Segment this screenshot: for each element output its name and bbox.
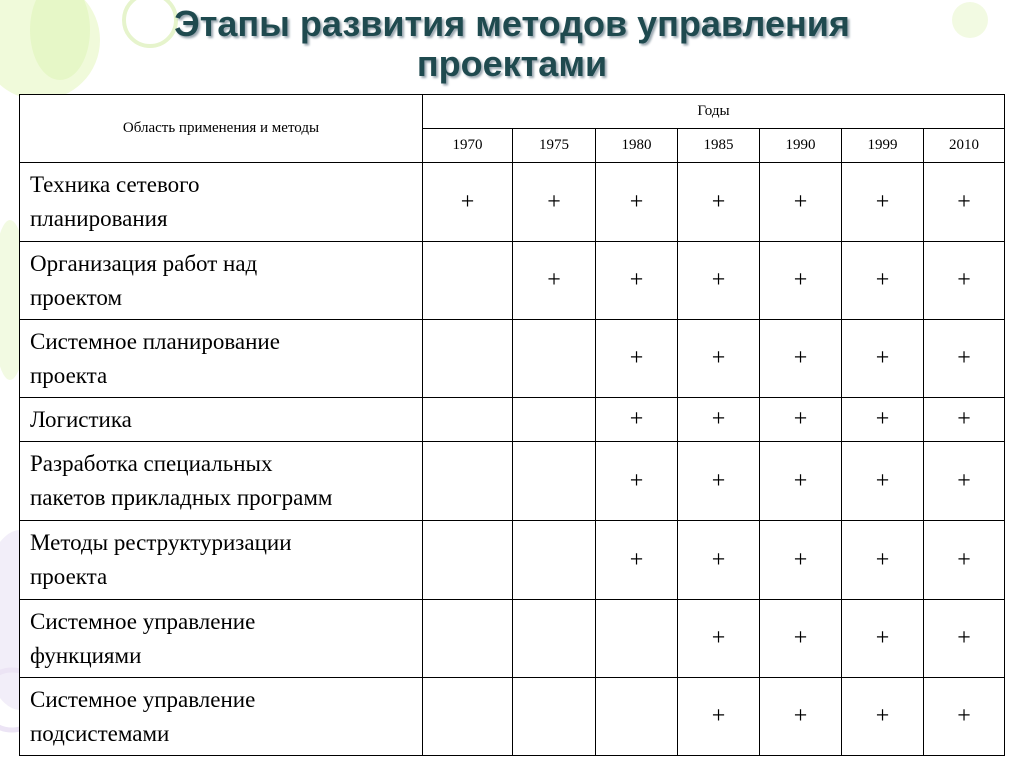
mark-cell	[596, 600, 678, 678]
method-cell	[20, 678, 423, 756]
mark-cell: +	[760, 678, 842, 756]
mark-cell: +	[678, 600, 760, 678]
mark-cell: +	[596, 320, 678, 398]
mark-cell: +	[924, 163, 1005, 242]
table-row	[20, 163, 1005, 242]
mark-cell	[513, 442, 596, 521]
method-cell	[20, 242, 423, 320]
mark-cell: +	[924, 600, 1005, 678]
table-row	[20, 242, 1005, 320]
mark-cell: +	[760, 242, 842, 320]
title-line-2: проектами	[416, 43, 608, 84]
table-row	[20, 521, 1005, 600]
years-header: Годы	[423, 95, 1005, 129]
mark-cell: +	[760, 163, 842, 242]
year-header: 1985	[678, 129, 760, 163]
year-header: 1975	[513, 129, 596, 163]
method-line-1: Системное планирование	[30, 328, 280, 354]
mark-cell	[596, 678, 678, 756]
year-header: 1970	[423, 129, 513, 163]
mark-cell: +	[760, 521, 842, 600]
method-line-1: Организация работ над	[30, 250, 258, 276]
mark-cell: +	[760, 320, 842, 398]
table-row	[20, 600, 1005, 678]
mark-cell: +	[924, 678, 1005, 756]
method-cell	[20, 442, 423, 521]
mark-cell	[423, 600, 513, 678]
mark-cell: +	[760, 600, 842, 678]
method-line-2: пакетов прикладных программ	[30, 485, 333, 510]
mark-cell	[423, 398, 513, 442]
mark-cell	[423, 242, 513, 320]
method-line-1: Логистика	[30, 406, 132, 432]
table-row	[20, 320, 1005, 398]
mark-cell: +	[596, 521, 678, 600]
method-line-1: Системное управление	[30, 686, 256, 712]
year-header: 2010	[924, 129, 1005, 163]
mark-cell	[423, 678, 513, 756]
mark-cell: +	[760, 398, 842, 442]
mark-cell	[423, 442, 513, 521]
mark-cell: +	[760, 442, 842, 521]
method-line-1: Системное управление	[30, 608, 256, 634]
mark-cell: +	[596, 398, 678, 442]
method-line-2: планирования	[30, 206, 168, 231]
table-row	[20, 398, 1005, 442]
mark-cell: +	[423, 163, 513, 242]
mark-cell: +	[678, 163, 760, 242]
mark-cell: +	[842, 320, 924, 398]
mark-cell: +	[924, 242, 1005, 320]
area-header: Область применения и методы	[20, 95, 423, 163]
method-line-2: функциями	[30, 642, 142, 668]
mark-cell: +	[596, 163, 678, 242]
mark-cell: +	[842, 242, 924, 320]
mark-cell	[513, 398, 596, 442]
mark-cell: +	[513, 242, 596, 320]
method-line-2: подсистемами	[30, 720, 170, 746]
mark-cell: +	[678, 521, 760, 600]
mark-cell	[513, 678, 596, 756]
year-header: 1990	[760, 129, 842, 163]
mark-cell: +	[842, 163, 924, 242]
mark-cell: +	[678, 398, 760, 442]
method-cell	[20, 521, 423, 600]
mark-cell: +	[842, 398, 924, 442]
method-line-1: Техника сетевого	[30, 172, 200, 197]
mark-cell: +	[596, 242, 678, 320]
method-line-1: Методы реструктуризации	[30, 530, 292, 555]
mark-cell	[513, 521, 596, 600]
mark-cell: +	[924, 442, 1005, 521]
mark-cell: +	[678, 442, 760, 521]
method-cell	[20, 320, 423, 398]
mark-cell: +	[596, 442, 678, 521]
mark-cell: +	[678, 678, 760, 756]
mark-cell	[423, 521, 513, 600]
method-cell	[20, 163, 423, 242]
mark-cell: +	[678, 242, 760, 320]
mark-cell: +	[924, 521, 1005, 600]
mark-cell	[513, 600, 596, 678]
year-header: 1980	[596, 129, 678, 163]
mark-cell	[423, 320, 513, 398]
page-title	[0, 4, 1024, 84]
mark-cell: +	[924, 320, 1005, 398]
mark-cell: +	[842, 678, 924, 756]
mark-cell: +	[842, 600, 924, 678]
methods-table	[19, 94, 1005, 756]
mark-cell: +	[513, 163, 596, 242]
method-line-1: Разработка специальных	[30, 451, 273, 476]
year-header: 1999	[842, 129, 924, 163]
mark-cell: +	[678, 320, 760, 398]
table-row	[20, 678, 1005, 756]
table-row	[20, 442, 1005, 521]
method-line-2: проекта	[30, 564, 108, 589]
method-cell	[20, 600, 423, 678]
header-row	[20, 95, 1005, 129]
method-line-2: проектом	[30, 284, 123, 310]
method-line-2: проекта	[30, 362, 108, 388]
mark-cell: +	[842, 521, 924, 600]
mark-cell	[513, 320, 596, 398]
mark-cell: +	[924, 398, 1005, 442]
title-line-1: Этапы развития методов управления	[174, 3, 850, 44]
method-cell	[20, 398, 423, 442]
mark-cell: +	[842, 442, 924, 521]
